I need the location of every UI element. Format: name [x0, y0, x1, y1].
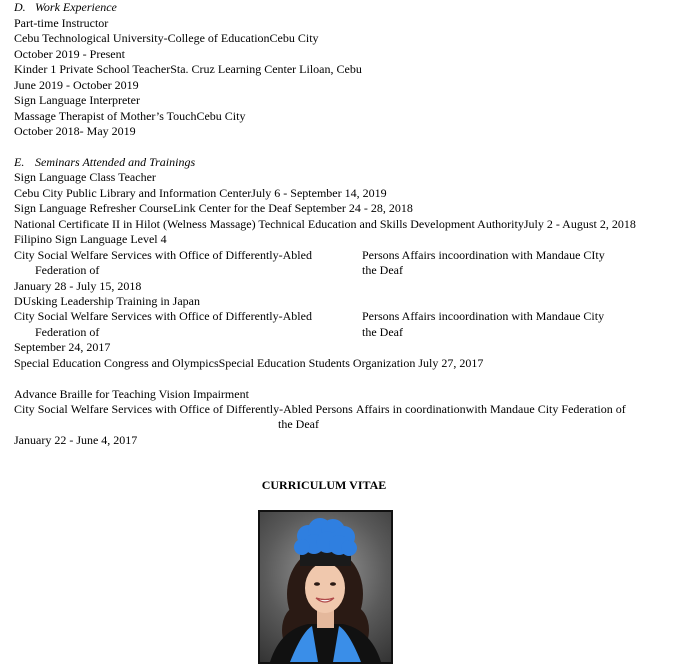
justified-word: City	[14, 402, 35, 416]
work-experience-heading	[14, 0, 117, 14]
justified-word: Mandaue	[490, 402, 535, 416]
justified-word: in	[392, 402, 402, 416]
organizer-right-cont: the Deaf	[362, 263, 403, 277]
justified-word: Services	[111, 402, 153, 416]
section-title: Work Experience	[35, 0, 117, 14]
seminars-heading	[14, 155, 195, 169]
seminar-line: Sign Language Class Teacher	[14, 170, 156, 184]
work-line: Cebu Technological University-College of EducationCebu City	[14, 31, 319, 45]
organizer-right-cont: the Deaf	[362, 325, 403, 339]
organizer-left-cont: Federation of	[35, 263, 100, 277]
seminar-line: Sign Language Refresher CourseLink Center for the Deaf September 24 - 28, 2018	[14, 201, 413, 215]
justified-word: Social	[37, 402, 68, 416]
seminar-line: January 28 - July 15, 2018	[14, 279, 142, 293]
justified-word: Welfare	[70, 402, 109, 416]
justified-word: Affairs	[355, 402, 390, 416]
section-letter: E.	[14, 155, 25, 169]
organizer-right: Persons Affairs incoordination with Mandaue City	[362, 309, 605, 323]
seminar-line: National Certificate II in Hilot (Welness Massage) Technical Education and Skills Development AuthorityJuly 2 - August 2, 2018	[14, 217, 636, 231]
work-line: October 2018- May 2019	[14, 124, 136, 138]
work-line: Part-time Instructor	[14, 16, 109, 30]
work-line: October 2019 - Present	[14, 47, 125, 61]
organizer-right: Persons Affairs incoordination with Mandaue CIty	[362, 248, 605, 262]
seminar-line: Filipino Sign Language Level 4	[14, 232, 167, 246]
seminar-line: January 22 - June 4, 2017	[14, 433, 138, 447]
justified-word: Federation	[561, 402, 613, 416]
section-title: Seminars Attended and Trainings	[35, 155, 196, 169]
seminar-line: DUsking Leadership Training in Japan	[14, 294, 200, 308]
justified-word: of	[212, 402, 223, 416]
portrait-illustration	[260, 512, 391, 662]
justified-organizer-line	[14, 402, 626, 416]
cv-title: CURRICULUM VITAE	[261, 478, 387, 492]
seminar-line: Advance Braille for Teaching Vision Impairment	[14, 387, 249, 401]
section-letter: D.	[14, 0, 26, 14]
work-line: Massage Therapist of Mother’s TouchCebu City	[14, 109, 246, 123]
justified-word: with	[155, 402, 177, 416]
justified-word: City	[537, 402, 559, 416]
seminar-line: Special Education Congress and OlympicsSpecial Education Students Organization July 27, 2017	[14, 356, 484, 370]
work-line: June 2019 - October 2019	[14, 78, 139, 92]
graduation-photo	[258, 510, 393, 664]
justified-word: of	[615, 402, 626, 416]
organizer-left: City Social Welfare Services with Office of Differently-Abled	[14, 248, 312, 262]
justified-word: Persons	[315, 402, 353, 416]
seminar-line: September 24, 2017	[14, 340, 111, 354]
organizer-left-cont: Federation of	[35, 325, 100, 339]
organizer-left: City Social Welfare Services with Office of Differently-Abled	[14, 309, 312, 323]
work-line: Kinder 1 Private School TeacherSta. Cruz Learning Center Liloan, Cebu	[14, 62, 362, 76]
justified-word: Office	[179, 402, 210, 416]
work-line: Sign Language Interpreter	[14, 93, 140, 107]
seminar-line-centered: the Deaf	[278, 417, 319, 431]
seminar-line: Cebu City Public Library and Information CenterJuly 6 - September 14, 2019	[14, 186, 387, 200]
justified-word: Differently-Abled	[226, 402, 313, 416]
justified-word: coordinationwith	[405, 402, 487, 416]
